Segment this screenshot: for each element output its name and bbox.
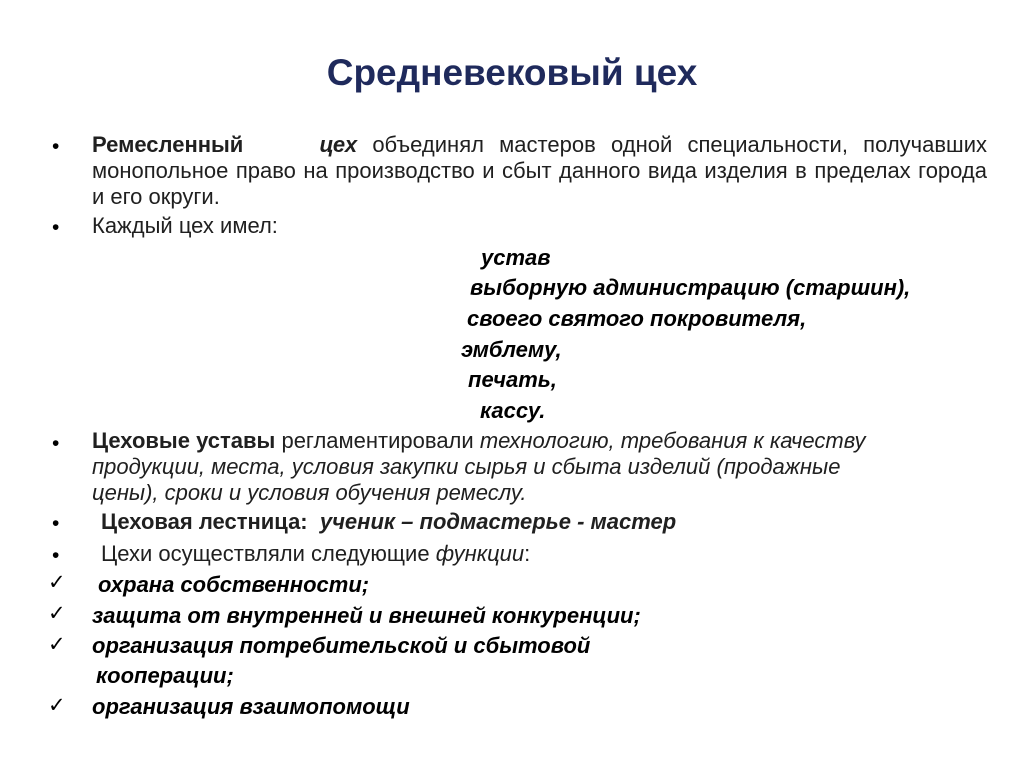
bullet-3: • — [52, 432, 60, 455]
bullet-4: • — [52, 512, 60, 535]
function-cooperation: организация потребительской и сбытовой — [92, 633, 591, 658]
item-seal: печать, — [468, 367, 557, 392]
each-guild-had: Каждый цех имел: — [92, 213, 278, 238]
item-emblem: эмблему, — [461, 337, 562, 362]
item-charter: устав — [481, 245, 551, 270]
functions-intro-end: : — [524, 541, 531, 566]
check-icon: ✓ — [48, 633, 66, 656]
function-mutual-aid: организация взаимопомощи — [92, 694, 410, 719]
function-competition: защита от внутренней и внешней конкуренции; — [92, 603, 641, 628]
item-patron-saint: своего святого покровителя, — [467, 306, 807, 331]
term-guild-charters: Цеховые уставы — [92, 428, 276, 453]
check-icon: ✓ — [48, 571, 66, 594]
paragraph-functions-intro — [101, 541, 530, 567]
paragraph-guild-ladder — [101, 509, 676, 535]
function-cooperation-continuation: кооперации; — [96, 663, 234, 688]
slide-title: Средневековый цех — [326, 52, 698, 93]
item-treasury: кассу. — [480, 398, 546, 423]
term-craft: Ремесленный — [92, 132, 244, 157]
term-guild: цех — [319, 132, 358, 157]
guild-charters-details: технологию, требования к качеству продукции, места, условия закупки сырья и сбыта изделий (продажные цены), сроки и условия обучения ремеслу. — [92, 428, 866, 505]
bullet-5: • — [52, 544, 60, 567]
bullet-1: • — [52, 135, 60, 158]
item-administration: выборную администрацию (старшин), — [470, 275, 911, 300]
term-guild-ladder: Цеховая лестница: — [101, 509, 308, 534]
check-icon: ✓ — [48, 602, 66, 625]
bullet-2: • — [52, 216, 60, 239]
craft-guild-text: объединял мастеров одной специальности, получавших монопольное право на производство и сбыт данного вида изделия в пределах города и его округи. — [92, 132, 987, 209]
check-icon: ✓ — [48, 694, 66, 717]
paragraph-guild-charters — [92, 428, 892, 506]
guild-charters-verb: регламентировали — [281, 428, 474, 453]
paragraph-craft-guild — [92, 132, 987, 210]
functions-intro-italic: функции — [435, 541, 525, 566]
functions-intro-text: Цехи осуществляли следующие — [101, 541, 430, 566]
guild-ladder-value: ученик – подмастерье - мастер — [319, 509, 677, 534]
function-property: охрана собственности; — [98, 572, 370, 597]
